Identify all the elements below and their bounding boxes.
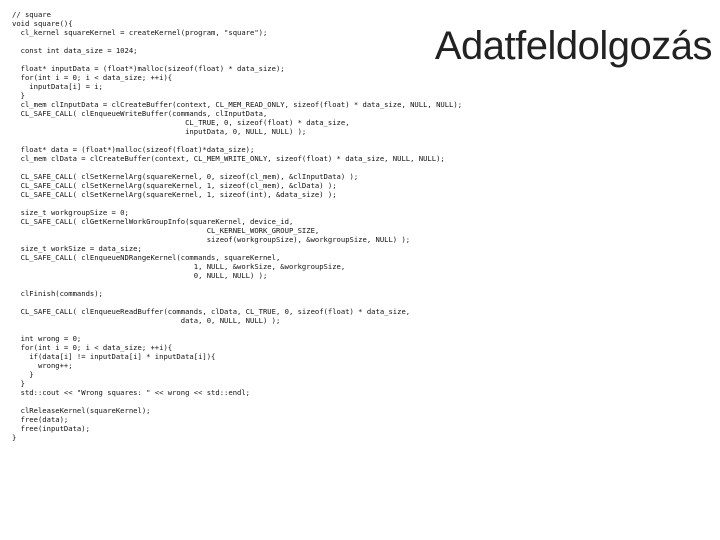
code-line: clFinish(commands); <box>12 289 103 298</box>
code-line: void square(){ <box>12 19 73 28</box>
code-line: wrong++; <box>12 361 73 370</box>
code-line <box>12 298 462 307</box>
code-line: float* inputData = (float*)malloc(sizeof(float) * data_size); <box>12 64 285 73</box>
code-line: float* data = (float*)malloc(sizeof(float)*data_size); <box>12 145 255 154</box>
code-line <box>12 325 462 334</box>
code-line: CL_SAFE_CALL( clEnqueueReadBuffer(commands, clData, CL_TRUE, 0, sizeof(float) * data_size, <box>12 307 411 316</box>
code-line: 0, NULL, NULL) ); <box>12 271 268 280</box>
code-line: if(data[i] != inputData[i] * inputData[i]){ <box>12 352 216 361</box>
code-line: } <box>12 91 25 100</box>
code-line <box>12 397 462 406</box>
code-line <box>12 136 462 145</box>
code-line: for(int i = 0; i < data_size; ++i){ <box>12 343 173 352</box>
code-line: size_t workSize = data_size; <box>12 244 142 253</box>
code-line: inputData[i] = i; <box>12 82 103 91</box>
code-line: clReleaseKernel(squareKernel); <box>12 406 151 415</box>
code-line: size_t workgroupSize = 0; <box>12 208 129 217</box>
code-block <box>12 10 462 442</box>
code-line: // square <box>12 10 51 19</box>
code-line: CL_SAFE_CALL( clSetKernelArg(squareKernel, 1, sizeof(cl_mem), &clData) ); <box>12 181 337 190</box>
code-line: std::cout << "Wrong squares: " << wrong << std::endl; <box>12 388 250 397</box>
code-line: CL_SAFE_CALL( clGetKernelWorkGroupInfo(squareKernel, device_id, <box>12 217 294 226</box>
code-line: } <box>12 379 25 388</box>
code-line: CL_KERNEL_WORK_GROUP_SIZE, <box>12 226 320 235</box>
code-line: free(inputData); <box>12 424 90 433</box>
code-line: inputData, 0, NULL, NULL) ); <box>12 127 307 136</box>
code-line <box>12 163 462 172</box>
code-line: CL_SAFE_CALL( clSetKernelArg(squareKernel, 1, sizeof(int), &data_size) ); <box>12 190 337 199</box>
code-line: cl_mem clInputData = clCreateBuffer(context, CL_MEM_READ_ONLY, sizeof(float) * data_size, NULL, NULL); <box>12 100 463 109</box>
code-line: cl_kernel squareKernel = createKernel(program, "square"); <box>12 28 268 37</box>
code-line: 1, NULL, &workSize, &workgroupSize, <box>12 262 346 271</box>
code-line: const int data_size = 1024; <box>12 46 138 55</box>
code-line <box>12 280 462 289</box>
code-line: CL_SAFE_CALL( clEnqueueNDRangeKernel(commands, squareKernel, <box>12 253 281 262</box>
slide-title: Adatfeldolgozás <box>434 24 712 68</box>
code-line: int wrong = 0; <box>12 334 82 343</box>
code-line: sizeof(workgroupSize), &workgroupSize, NULL) ); <box>12 235 411 244</box>
code-line <box>12 37 462 46</box>
code-line: CL_SAFE_CALL( clEnqueueWriteBuffer(commands, clInputData, <box>12 109 268 118</box>
code-line <box>12 199 462 208</box>
code-line: } <box>12 433 17 442</box>
code-line: for(int i = 0; i < data_size; ++i){ <box>12 73 173 82</box>
code-line: cl_mem clData = clCreateBuffer(context, CL_MEM_WRITE_ONLY, sizeof(float) * data_size, NULL, NULL); <box>12 154 445 163</box>
code-line: } <box>12 370 34 379</box>
code-line: free(data); <box>12 415 69 424</box>
code-line: CL_SAFE_CALL( clSetKernelArg(squareKernel, 0, sizeof(cl_mem), &clInputData) ); <box>12 172 359 181</box>
code-line: data, 0, NULL, NULL) ); <box>12 316 281 325</box>
code-line: CL_TRUE, 0, sizeof(float) * data_size, <box>12 118 350 127</box>
code-line <box>12 55 462 64</box>
